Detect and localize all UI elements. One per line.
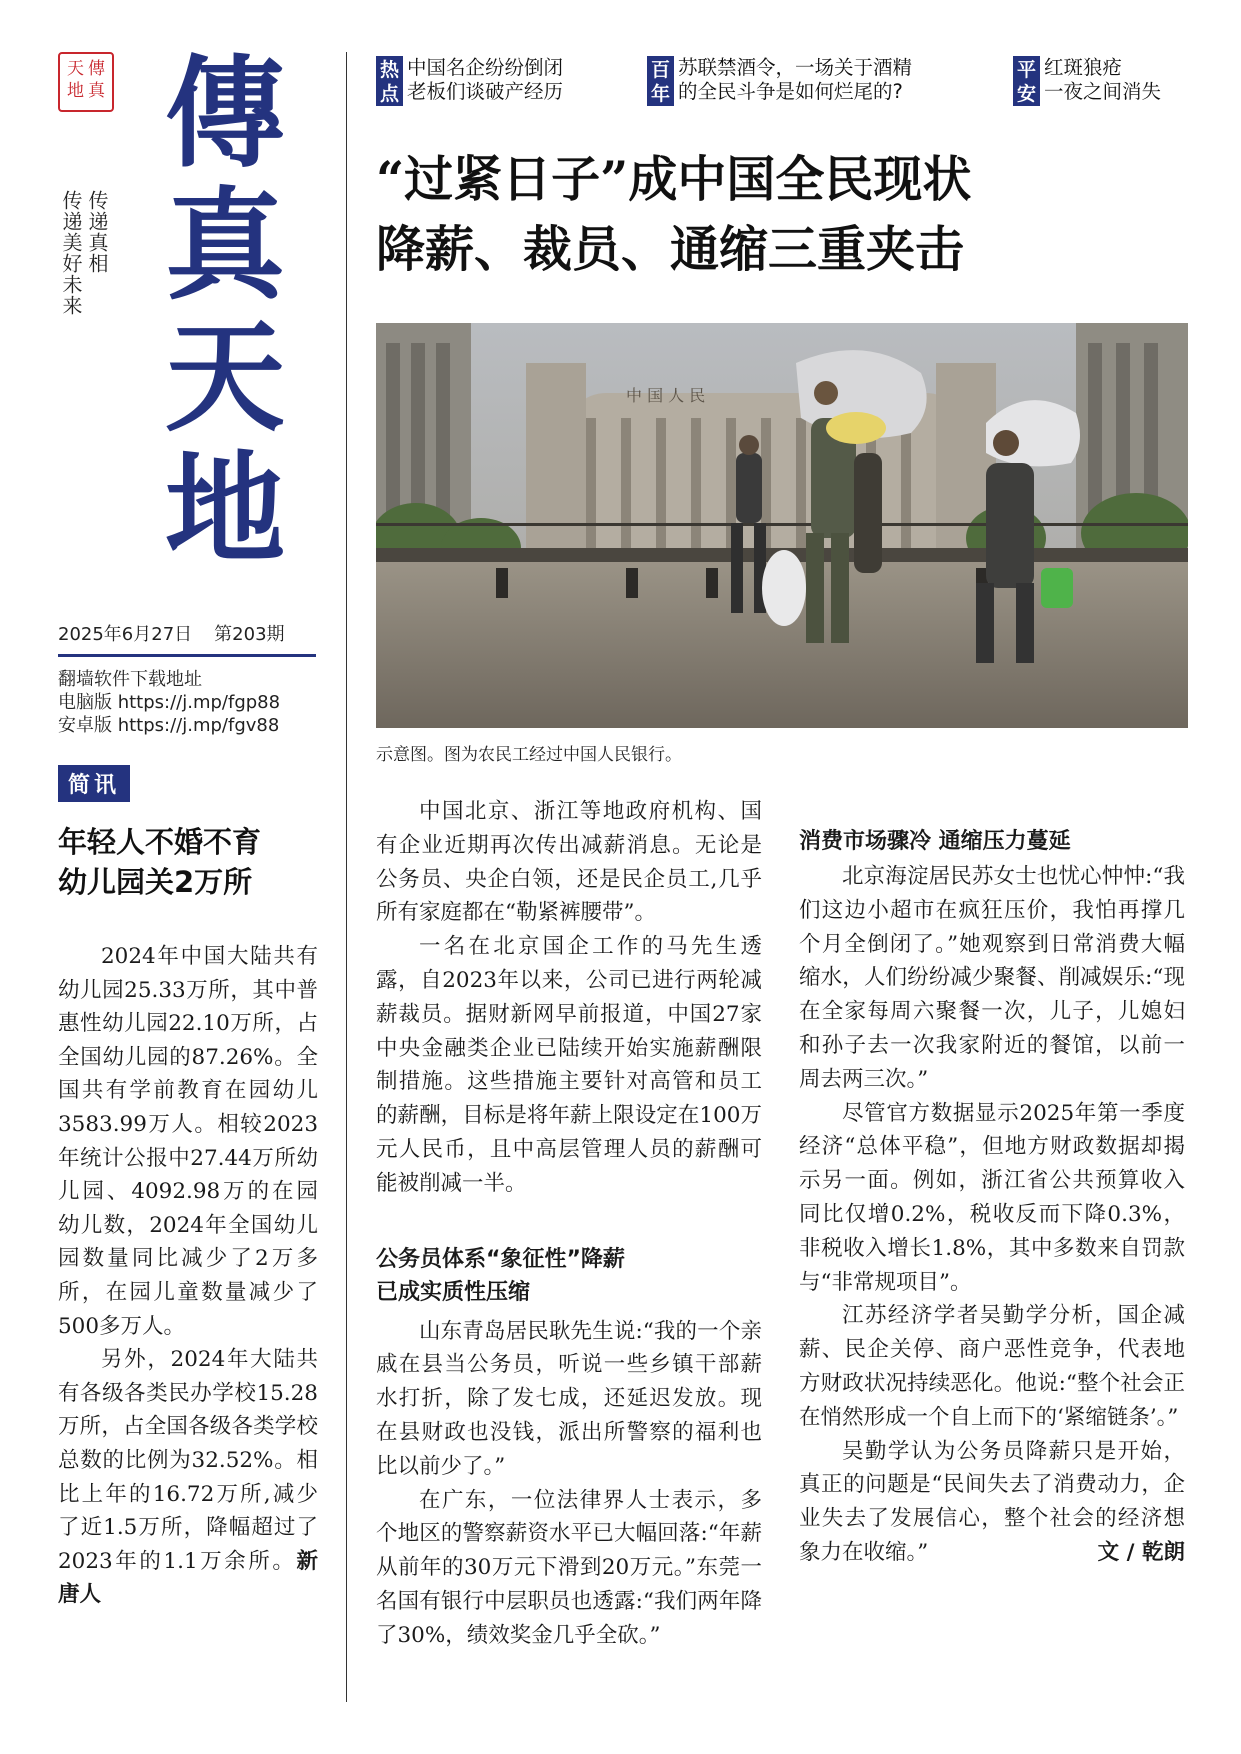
article-paragraph: 在广东，一位法律界人士表示，多个地区的警察薪资水平已大幅回落:“年薪从前年的30万元下滑到20万元。”东莞一名国有银行中层职员也透露:“我们两年降了30%，绩效奖金几乎全砍。”: [376, 1487, 762, 1648]
brief-title-line: 幼儿园关2万所: [58, 865, 253, 899]
main-headline: [376, 144, 1186, 284]
article-column-1: [376, 795, 762, 1653]
teaser-item[interactable]: [647, 56, 912, 106]
photo-caption: 示意图。图为农民工经过中国人民银行。: [376, 745, 682, 765]
brief-section-tag: 简讯: [58, 765, 130, 802]
teaser-item[interactable]: [376, 56, 563, 106]
teaser-item[interactable]: [1013, 56, 1161, 106]
headline-line: “过紧日子”成中国全民现状: [376, 150, 972, 208]
issue-number: 第203期: [214, 624, 285, 645]
article-subheading: 消费市场骤冷 通缩压力蔓延: [799, 829, 1071, 854]
article-paragraph: 北京海淀居民苏女士也忧心忡忡:“我们这边小超市在疯狂压价，我怕再撑几个月全倒闭了。”她观察到日常消费大幅缩水，人们纷纷减少聚餐、削减娱乐:“现在全家每周六聚餐一次，儿子，儿媳妇和孙子去一次我家附近的餐馆，以前一周去两三次。”: [799, 864, 1185, 1092]
subheading-line: 已成实质性压缩: [376, 1279, 531, 1305]
teaser-tag: 平安: [1013, 56, 1040, 106]
subheading-line: 公务员体系“象征性”降薪: [376, 1246, 625, 1272]
download-link-pc[interactable]: 电脑版 https://j.mp/fgp88: [58, 692, 281, 713]
article-paragraph: 山东青岛居民耿先生说:“我的一个亲戚在县当公务员，听说一些乡镇干部薪水打折，除了发七成，还延迟发放。现在县财政也没钱，派出所警察的福利也比以前少了。”: [376, 1318, 762, 1479]
teaser-text: [403, 56, 563, 106]
teaser-tag: 热点: [376, 56, 403, 106]
teaser-text: [1040, 56, 1161, 106]
download-links: [58, 668, 280, 737]
issue-date: 2025年6月27日: [58, 624, 193, 645]
article-paragraph: 江苏经济学者吴勤学分析，国企减薪、民企关停、商户恶性竞争，代表地方财政状况持续恶化。他说:“整个社会正在悄然形成一个自上而下的‘紧缩链条’。”: [799, 1303, 1185, 1430]
teaser-line: 的全民斗争是如何烂尾的?: [678, 80, 903, 103]
masthead-title: [125, 43, 325, 580]
download-title: 翻墙软件下载地址: [58, 669, 202, 690]
masthead-char: 地: [165, 439, 285, 580]
article-paragraph: 中国北京、浙江等地政府机构、国有企业近期再次传出减薪消息。无论是公务员、央企白领，还是民企员工,几乎所有家庭都在“勒紧裤腰带”。: [376, 799, 762, 926]
seal-stamp: [58, 52, 114, 112]
photo-illustration: [376, 323, 1188, 728]
article-paragraph-text: 吴勤学认为公务员降薪只是开始，真正的问题是“民间失去了消费动力，企业失去了发展信心，整个社会的经济想象力在收缩。”: [799, 1438, 1185, 1565]
teaser-line: 老板们谈破产经历: [407, 80, 564, 103]
brief-paragraph: [58, 1343, 318, 1612]
teaser-line: 红斑狼疮: [1044, 56, 1123, 79]
article-subheading: [376, 1243, 762, 1309]
brief-paragraph-text: 另外，2024年大陆共有各级各类民办学校15.28万所，占全国各级各类学校总数的比例为32.52%。相比上年的16.72万所,减少了近1.5万所，降幅超过了2023年的1.1万余所。: [58, 1347, 318, 1574]
download-link-android[interactable]: 安卓版 https://j.mp/fgv88: [58, 715, 280, 736]
masthead-char: 真: [165, 175, 285, 316]
article-paragraph: [799, 1435, 1185, 1570]
article-paragraph: 尽管官方数据显示2025年第一季度经济“总体平稳”，但地方财政数据却揭示另一面。例如，浙江省公共预算收入同比仅增0.2%，税收反而下降0.3%，非税收入增长1.8%，其中多数来自罚款与“非常规项目”。: [799, 1100, 1185, 1295]
article-paragraph: 一名在北京国企工作的马先生透露，自2023年以来，公司已进行两轮减薪裁员。据财新网早前报道，中国27家中央金融类企业已陆续开始实施薪酬限制措施。这些措施主要针对高管和员工的薪酬，目标是将年薪上限设定在100万元人民币，且中高层管理人员的薪酬可能被削减一半。: [376, 934, 762, 1196]
news-photo: [376, 323, 1188, 728]
teaser-line: 苏联禁酒令，一场关于酒精: [678, 56, 913, 79]
masthead-char: 天: [165, 307, 285, 448]
dateline: [58, 620, 316, 657]
brief-paragraph: 2024年中国大陆共有幼儿园25.33万所，其中普惠性幼儿园22.10万所，占全国幼儿园的87.26%。全国共有学前教育在园幼儿3583.99万人。相较2023年统计公报中27.44万所幼儿园、4092.98万的在园幼儿数，2024年全国幼儿园数量同比减少了2万多所，在园儿童数量减少了500多万人。: [58, 944, 318, 1339]
brief-body: [58, 940, 318, 1612]
seal-char: 真: [88, 81, 105, 101]
column-divider: [346, 52, 347, 1702]
masthead-char: 傳: [165, 43, 285, 184]
seal-char: 傳: [88, 59, 105, 79]
seal-char: 天: [67, 59, 84, 79]
brief-title-line: 年轻人不婚不育: [58, 825, 262, 859]
headline-line: 降薪、裁员、通缩三重夹击: [376, 220, 965, 278]
teaser-line: 一夜之间消失: [1044, 80, 1162, 103]
teaser-tag: 百年: [647, 56, 674, 106]
article-column-2: [799, 795, 1185, 1570]
seal-char: 地: [67, 81, 84, 101]
masthead-motto: [58, 190, 110, 330]
brief-title: [58, 822, 318, 902]
motto-line: 传递真相: [85, 190, 109, 274]
teaser-line: 中国名企纷纷倒闭: [407, 56, 564, 79]
article-byline: 文 / 乾朗: [1097, 1539, 1185, 1565]
building-sign: 中 国 人 民: [626, 386, 706, 405]
teaser-bar: [376, 56, 1186, 108]
teaser-text: [674, 56, 912, 106]
motto-line: 传递美好未来: [59, 190, 83, 316]
brief-byline: 新唐人: [58, 1548, 318, 1608]
